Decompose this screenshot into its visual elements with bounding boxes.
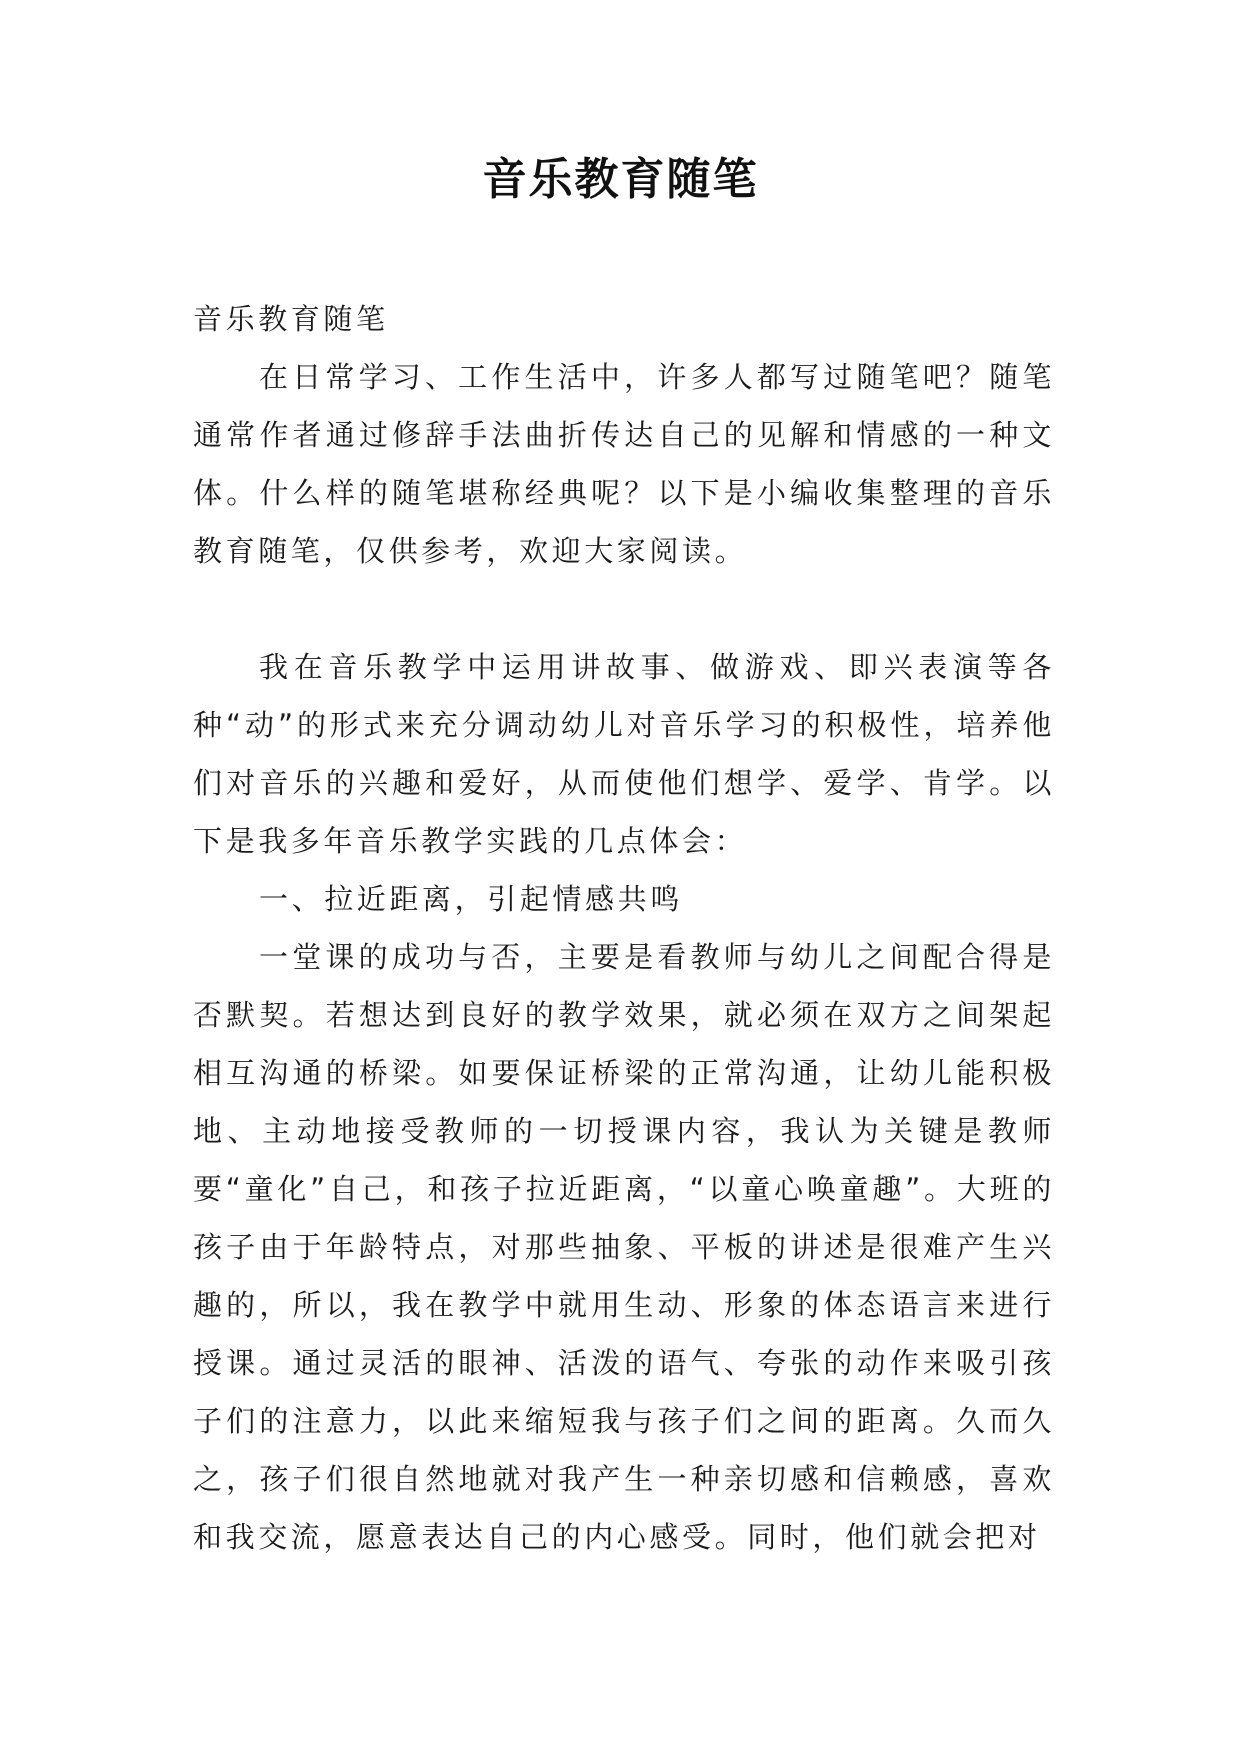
document-title: 音乐教育随笔: [482, 154, 759, 205]
document-body: [193, 290, 1055, 1566]
section-heading: 一、拉近距离，引起情感共鸣: [259, 882, 683, 916]
intro-paragraph: 在日常学习、工作生活中，许多人都写过随笔吧？随笔通常作者通过修辞手法曲折传达自己的见解和情感的一种文体。什么样的随笔堪称经典呢？以下是小编收集整理的音乐教育随笔，仅供参考，欢迎大家阅读。: [193, 360, 1055, 568]
subtitle-line: 音乐教育随笔: [193, 302, 389, 336]
paragraph-spacer: [193, 580, 1055, 638]
body-paragraph: 我在音乐教学中运用讲故事、做游戏、即兴表演等各种“动”的形式来充分调动幼儿对音乐学习的积极性，培养他们对音乐的兴趣和爱好，从而使他们想学、爱学、肯学。以下是我多年音乐教学实践的几点体会：: [193, 650, 1055, 858]
body-paragraph: 一堂课的成功与否，主要是看教师与幼儿之间配合得是否默契。若想达到良好的教学效果，就必须在双方之间架起相互沟通的桥梁。如要保证桥梁的正常沟通，让幼儿能积极地、主动地接受教师的一切授课内容，我认为关键是教师要“童化”自己，和孩子拉近距离，“以童心唤童趣”。大班的孩子由于年龄特点，对那些抽象、平板的讲述是很难产生兴趣的，所以，我在教学中就用生动、形象的体态语言来进行授课。通过灵活的眼神、活泼的语气、夸张的动作来吸引孩子们的注意力，以此来缩短我与孩子们之间的距离。久而久之，孩子们很自然地就对我产生一种亲切感和信赖感，喜欢和我交流，愿意表达自己的内心感受。同时，他们就会把对: [193, 940, 1055, 1554]
